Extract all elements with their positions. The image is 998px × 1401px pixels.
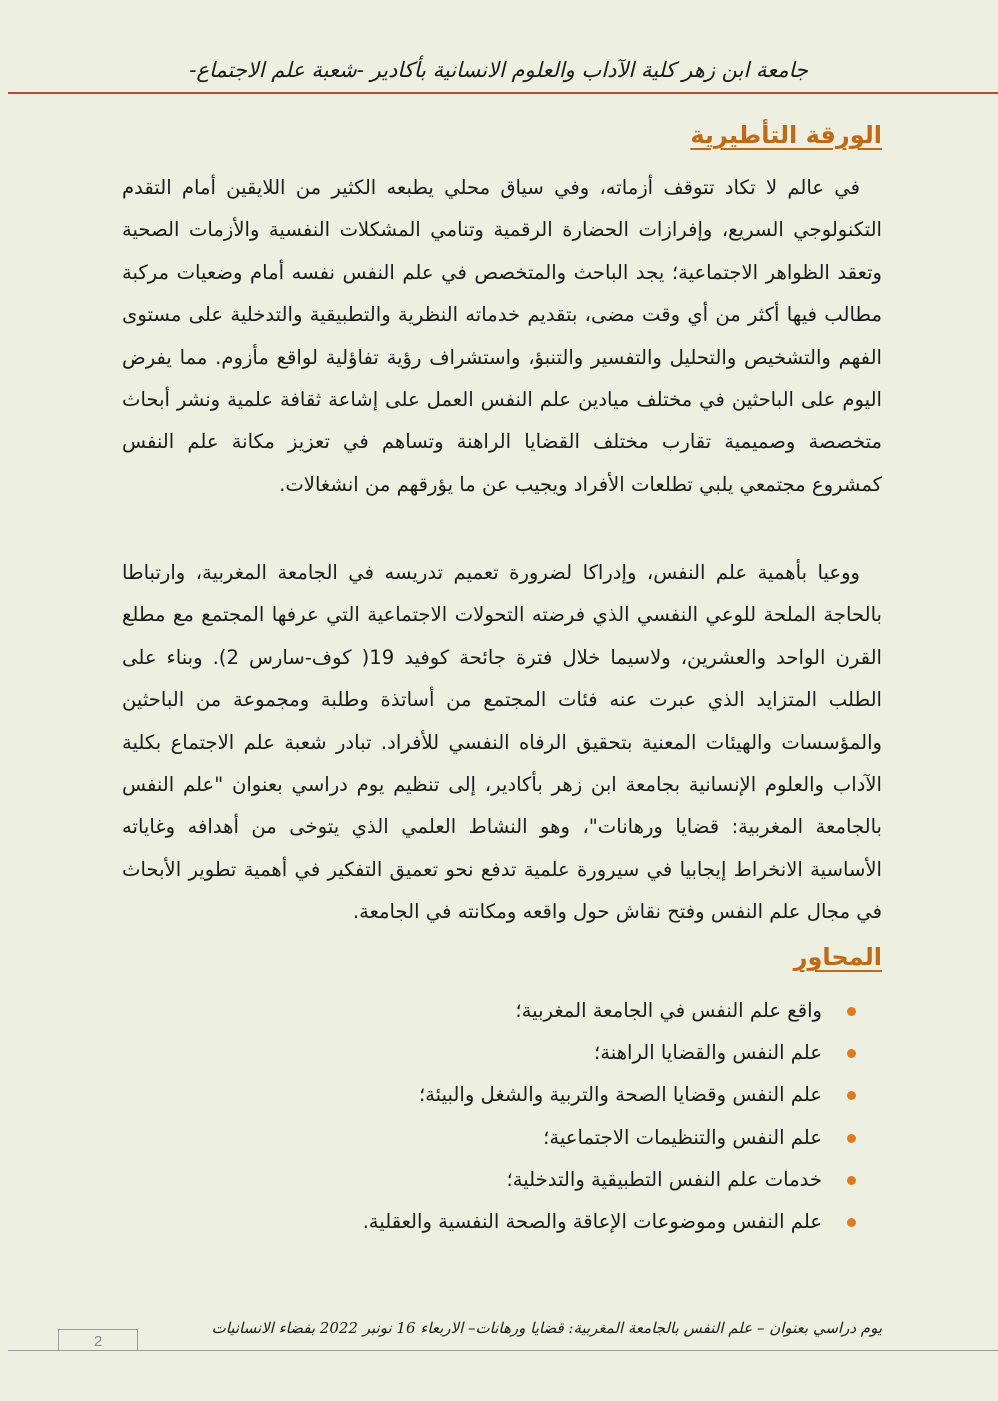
bullet-icon [847, 1134, 856, 1143]
list-item-label: علم النفس والقضايا الراهنة؛ [594, 1041, 822, 1065]
list-item [152, 1159, 852, 1201]
section-title-axes: المحاور [793, 943, 882, 971]
list-item-label: خدمات علم النفس التطبيقية والتدخلية؛ [506, 1167, 822, 1191]
page-header: جامعة ابن زهر كلية الآداب والعلوم الانسانية بأكادير -شعبة علم الاجتماع- [189, 58, 808, 82]
axes-list [152, 990, 852, 1243]
bullet-icon [847, 1218, 856, 1227]
list-item [152, 990, 852, 1032]
framework-paragraph-2: ووعيا بأهمية علم النفس، وإدراكا لضرورة تعميم تدريسه في الجامعة المغربية، وارتباطا بالحاجة الملحة للوعي النفسي الذي فرضته التحولات الاجتماعية التي عرفها المجتمع مع مطلع القرن الواحد والعشرين، ولاسيما خلال فترة جائحة كوفيد 19( كوف-سارس 2). وبناء على الطلب المتزايد الذي عبرت عنه فئات المجتمع من أساتذة وطلبة ومجموعة من الباحثين والمؤسسات والهيئات المعنية بتحقيق الرفاه النفسي للأفراد. تبادر شعبة علم الاجتماع بكلية الآداب والعلوم الإنسانية بجامعة ابن زهر بأكادير، إلى تنظيم يوم دراسي بعنوان "علم النفس بالجامعة المغربية: قضايا ورهانات"، وهو النشاط العلمي الذي يتوخى من أهدافه وغاياته الأساسية الانخراط إيجابيا في سيرورة علمية تدفع نحو تعميق التفكير في أهمية تطوير الأبحاث في مجال علم النفس وفتح نقاش حول واقعه ومكانته في الجامعة. [122, 561, 883, 924]
page-number: 2 [58, 1329, 138, 1350]
bullet-icon [847, 1007, 856, 1016]
page-footer: يوم دراسي بعنوان – علم النفس بالجامعة المغربية: قضايا ورهانات– الاربعاء 16 نونبر 2022 بفضاء الانسانيات [211, 1319, 882, 1337]
list-item-label: علم النفس والتنظيمات الاجتماعية؛ [543, 1125, 822, 1149]
list-item [152, 1117, 852, 1159]
bullet-icon [847, 1091, 856, 1100]
list-item [152, 1074, 852, 1116]
list-item-label: واقع علم النفس في الجامعة المغربية؛ [515, 999, 822, 1022]
framework-paragraph-1: في عالم لا تكاد تتوقف أزماته، وفي سياق محلي يطبعه الكثير من اللايقين أمام التقدم التكنولوجي السريع، وإفرازات الحضارة الرقمية وتنامي المشكلات النفسية والأزمات الصحية وتعقد الظواهر الاجتماعية؛ يجد الباحث والمتخصص في علم النفس نفسه أمام وضعيات مركبة مطالب فيها أكثر من أي وقت مضى، بتقديم خدماته النظرية والتطبيقية والتدخلية على مستوى الفهم والتشخيص والتحليل والتفسير والتنبؤ، واستشراف رؤية تفاؤلية لواقع مأزوم. مما يفرض اليوم على الباحثين في مختلف ميادين علم النفس العمل على إشاعة ثقافة علمية ونشر أبحاث متخصصة وصميمية تقارب مختلف القضايا الراهنة وتساهم في تعزيز مكانة علم النفس كمشروع مجتمعي يلبي تطلعات الأفراد ويجيب عن ما يؤرقهم من انشغالات. [122, 176, 882, 496]
list-item-label: علم النفس وموضوعات الإعاقة والصحة النفسية والعقلية. [362, 1210, 822, 1234]
header-divider [8, 92, 998, 94]
footer-divider [8, 1350, 998, 1351]
list-item-label: علم النفس وقضايا الصحة والتربية والشغل والبيئة؛ [418, 1083, 822, 1107]
section-title-framework: الورقة التأطيرية [690, 121, 882, 149]
list-item [152, 1032, 852, 1074]
bullet-icon [847, 1176, 856, 1185]
bullet-icon [847, 1049, 856, 1058]
list-item [152, 1201, 852, 1243]
